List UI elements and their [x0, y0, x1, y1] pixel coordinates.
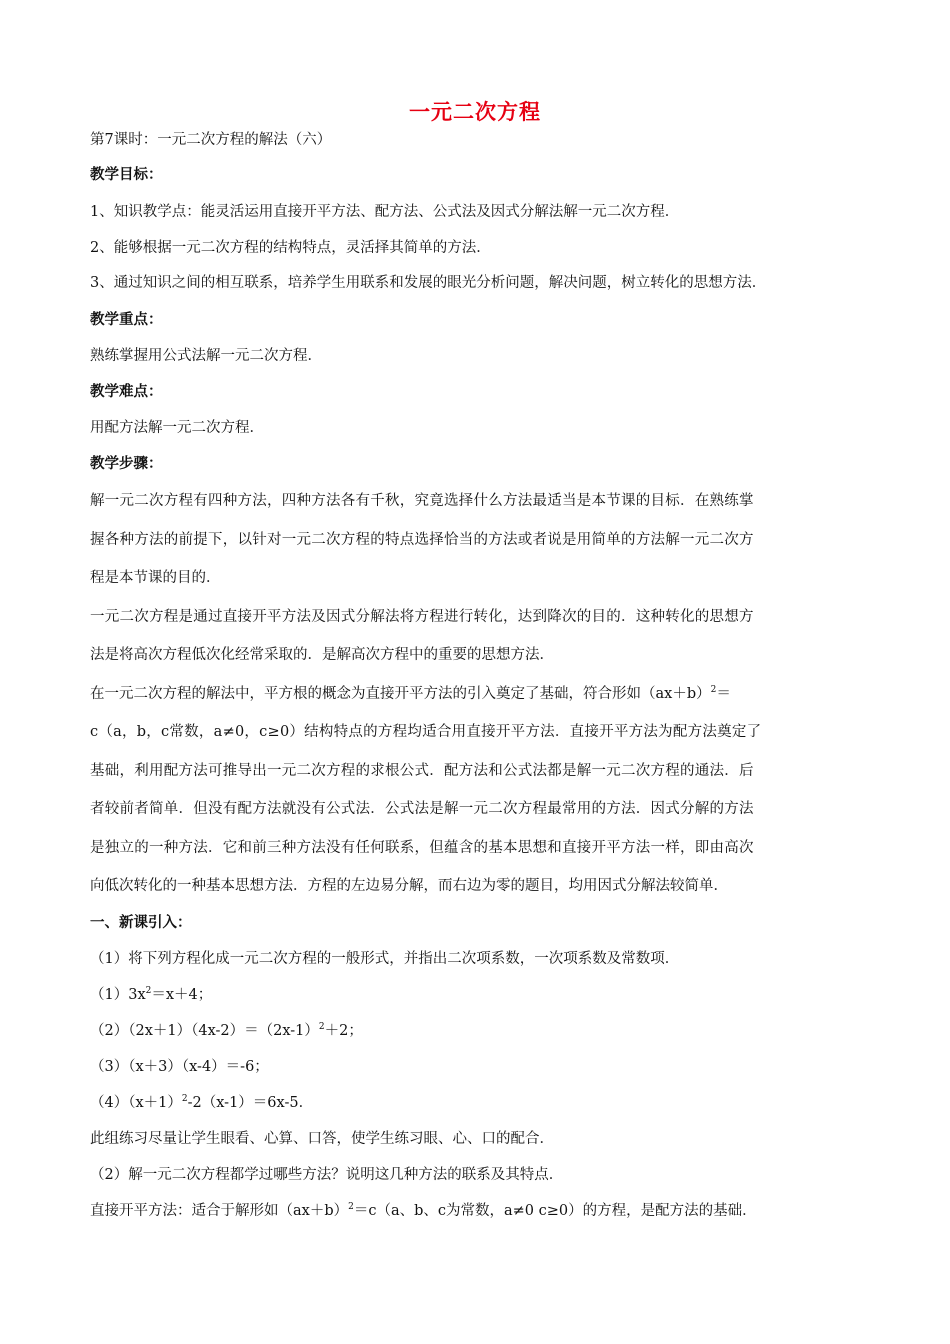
- direct-root-method: 直接开平方法：适合于解形如$(ax+b)^2=c(a$、b、c为常数，a≠0 c≥0）的方程，是配方法的基础．: [90, 1202, 757, 1219]
- difficulty-heading: 教学难点：: [90, 383, 163, 400]
- steps-paragraph-3-line-6: 向低次转化的一种基本思想方法．方程的左边易分解，而右边为零的题目，均用因式分解法较简单．: [90, 878, 728, 894]
- intro-heading: 一、新课引入：: [90, 914, 192, 931]
- practice-note: 此组练习尽量让学生眼看、心算、口答，使学生练习眼、心、口的配合．: [90, 1131, 554, 1147]
- steps-paragraph-1-line-2: 握各种方法的前提下，以针对一元二次方程的特点选择恰当的方法或者说是用简单的方法解一元二次方: [90, 532, 754, 548]
- equation-1: $(1)3x^2=x+4$；: [90, 986, 213, 1003]
- intro-question-1: （1）将下列方程化成一元二次方程的一般形式，并指出二次项系数，一次项系数及常数项．: [90, 951, 680, 967]
- equation-3: （3）（x＋3）（x-4）＝-6；: [90, 1059, 269, 1075]
- key-point-heading: 教学重点：: [90, 311, 163, 328]
- steps-heading: 教学步骤：: [90, 455, 163, 472]
- equation-4: $(4)(x+1)^2-2(x-1)=6x-5$．: [90, 1094, 314, 1111]
- goal-item-1: 1、知识教学点：能灵活运用直接开平方法、配方法、公式法及因式分解法解一元二次方程．: [90, 204, 680, 220]
- intro-question-2: （2）解一元二次方程都学过哪些方法？说明这几种方法的联系及其特点．: [90, 1167, 564, 1183]
- goal-item-2: 2、能够根据一元二次方程的结构特点，灵活择其简单的方法．: [90, 240, 491, 256]
- steps-paragraph-3-line-5: 是独立的一种方法．它和前三种方法没有任何联系，但蕴含的基本思想和直接开平方法一样，即由高次: [90, 840, 754, 856]
- key-point-text: 熟练掌握用公式法解一元二次方程．: [90, 348, 322, 364]
- lesson-subtitle: 第7课时：一元二次方程的解法（六）: [90, 132, 332, 148]
- steps-paragraph-1-line-3: 程是本节课的目的．: [90, 570, 221, 586]
- difficulty-text: 用配方法解一元二次方程．: [90, 420, 264, 436]
- steps-paragraph-1-line-1: 解一元二次方程有四种方法，四种方法各有千秋，究竟选择什么方法最适当是本节课的目标．在熟练掌: [90, 493, 754, 509]
- document-title: 一元二次方程: [409, 99, 541, 124]
- steps-paragraph-3-line-2: c（a，b，c常数，a≠0，c≥0）结构特点的方程均适合用直接开平方法．直接开平方法为配方法奠定了: [90, 724, 762, 740]
- goal-item-3: 3、通过知识之间的相互联系，培养学生用联系和发展的眼光分析问题，解决问题，树立转化的思想方法．: [90, 275, 767, 291]
- steps-paragraph-3-line-4: 者较前者简单．但没有配方法就没有公式法．公式法是解一元二次方程最常用的方法．因式分解的方法: [90, 801, 754, 817]
- steps-paragraph-2-line-1: 一元二次方程是通过直接开平方法及因式分解法将方程进行转化，达到降次的目的．这种转化的思想方: [90, 609, 754, 625]
- steps-paragraph-2-line-2: 法是将高次方程低次化经常采取的．是解高次方程中的重要的思想方法．: [90, 647, 554, 663]
- equation-2: $(2)(2x+1)(4x-2)=(2x-1)^2+2$；: [90, 1022, 363, 1039]
- steps-paragraph-3-line-3: 基础，利用配方法可推导出一元二次方程的求根公式．配方法和公式法都是解一元二次方程的通法．后: [90, 763, 754, 779]
- goals-heading: 教学目标：: [90, 166, 163, 183]
- steps-paragraph-3-line-1: 在一元二次方程的解法中，平方根的概念为直接开平方法的引入奠定了基础，符合形如$(ax+b)^2=$: [90, 685, 731, 702]
